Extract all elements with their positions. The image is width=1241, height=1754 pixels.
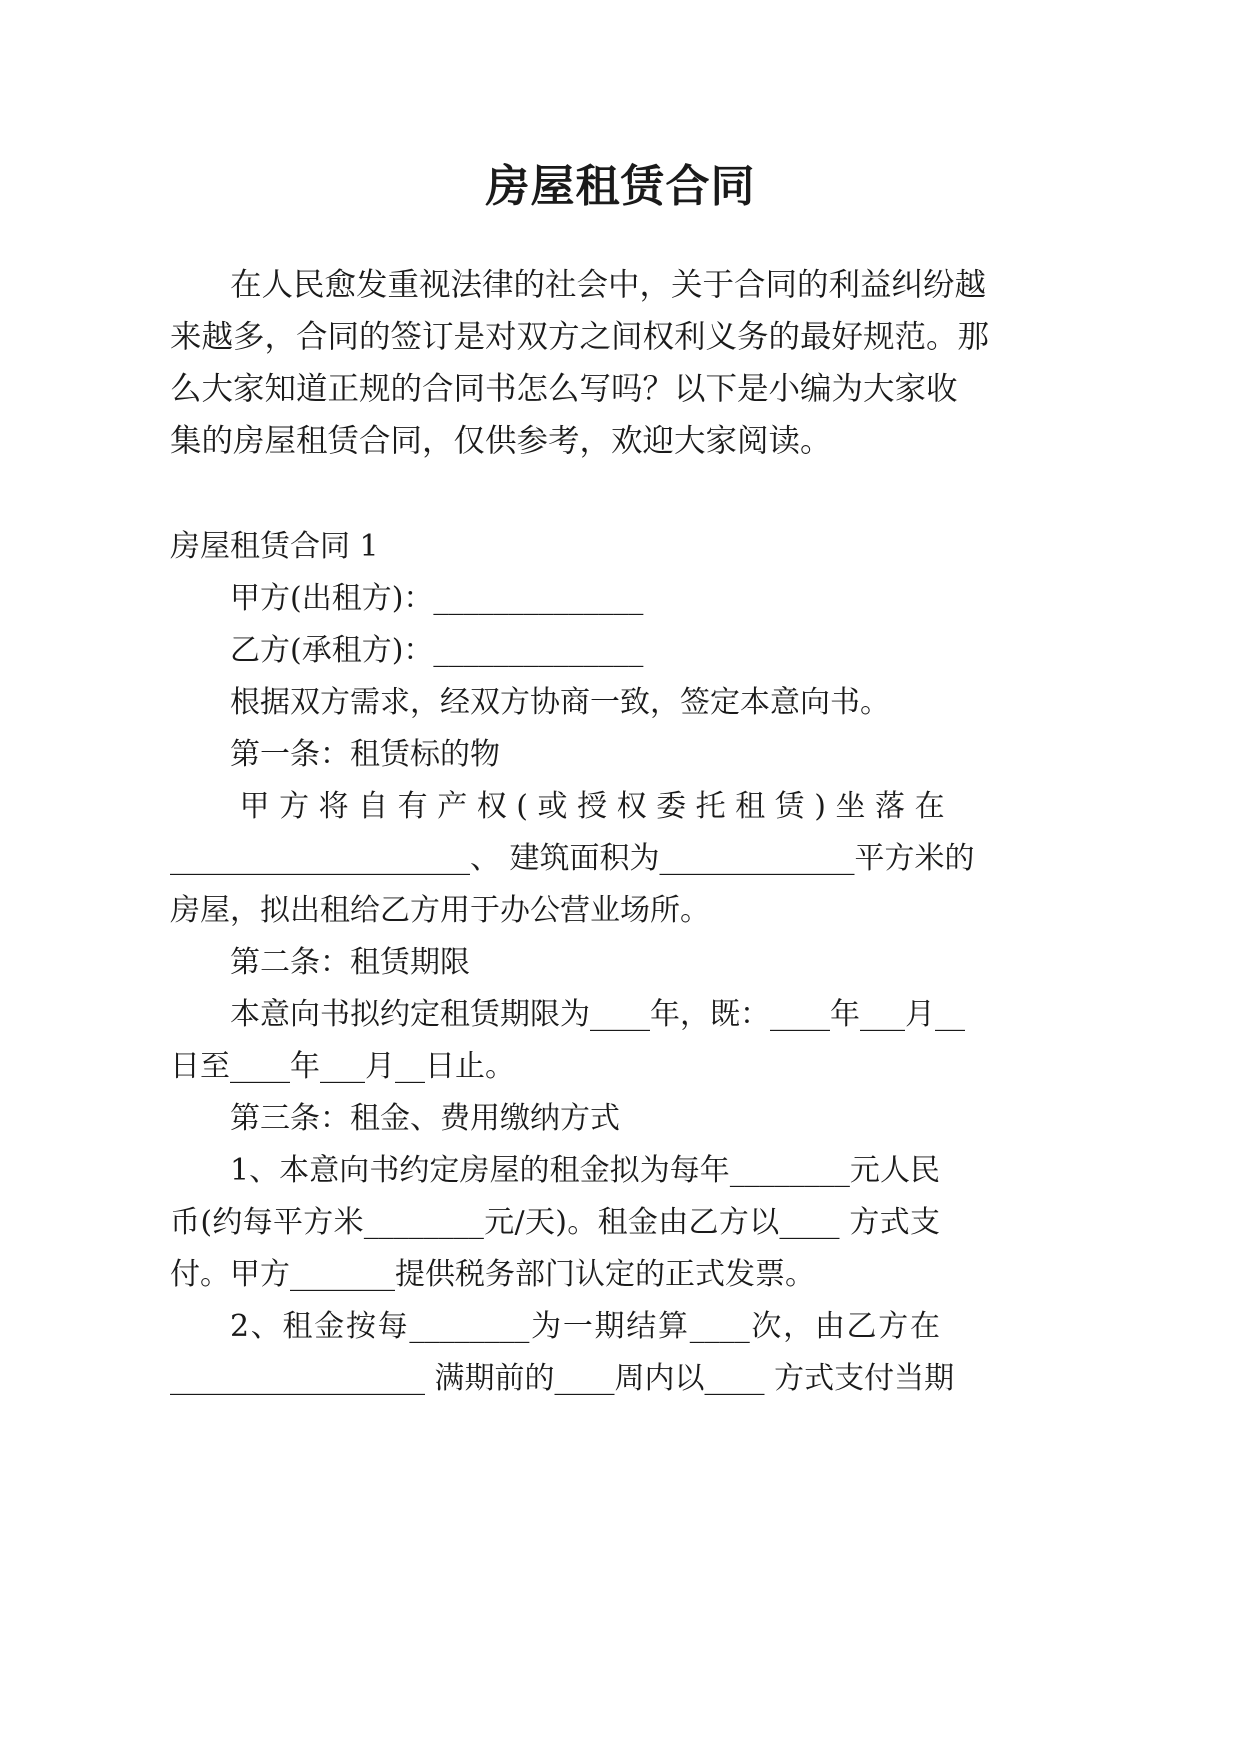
intro-line-3: 么大家知道正规的合同书怎么写吗？以下是小编为大家收 bbox=[170, 371, 958, 407]
article-1-heading: 第一条：租赁标的物 bbox=[230, 737, 500, 772]
intro-line-2: 来越多，合同的签订是对双方之间权利义务的最好规范。那 bbox=[170, 319, 990, 355]
intro-line-1: 在人民愈发重视法律的社会中，关于合同的利益纠纷越 bbox=[230, 267, 987, 303]
article-3-item-1-line-3: 付。甲方_______提供税务部门认定的正式发票。 bbox=[170, 1257, 815, 1292]
article-3-item-1-line-2: 币(约每平方米________元/天)。租金由乙方以____ 方式支 bbox=[170, 1205, 940, 1240]
article-3-item-2-line-1: 2、租金按每________为一期结算____次，由乙方在 bbox=[230, 1309, 940, 1344]
article-3-item-1-line-1: 1、本意向书约定房屋的租金拟为每年________元人民 bbox=[230, 1153, 940, 1188]
document-title: 房屋租赁合同 bbox=[485, 161, 756, 212]
article-1-line-3: 房屋，拟出租给乙方用于办公营业场所。 bbox=[170, 893, 710, 928]
article-1-line-1: 甲 方 将 自 有 产 权 ( 或 授 权 委 托 租 赁 ) 坐 落 在 bbox=[230, 789, 945, 824]
party-b-line: 乙方(承租方)：______________ bbox=[230, 633, 644, 668]
party-a-line: 甲方(出租方)：______________ bbox=[230, 581, 644, 616]
article-2-heading: 第二条：租赁期限 bbox=[230, 945, 470, 980]
section-title: 房屋租赁合同 1 bbox=[170, 529, 379, 564]
article-3-item-2-line-2: _________________ 满期前的____周内以____ 方式支付当期 bbox=[170, 1361, 955, 1396]
article-3-heading: 第三条：租金、费用缴纳方式 bbox=[230, 1101, 620, 1136]
agreement-line: 根据双方需求，经双方协商一致，签定本意向书。 bbox=[230, 685, 890, 720]
article-1-line-2: ____________________、 建筑面积为_____________平方米的 bbox=[170, 841, 975, 876]
article-2-line-2: 日至____年___月__日止。 bbox=[170, 1049, 515, 1084]
article-2-line-1: 本意向书拟约定租赁期限为____年，既：____年___月__ bbox=[230, 997, 965, 1032]
intro-line-4: 集的房屋租赁合同，仅供参考，欢迎大家阅读。 bbox=[170, 423, 832, 459]
